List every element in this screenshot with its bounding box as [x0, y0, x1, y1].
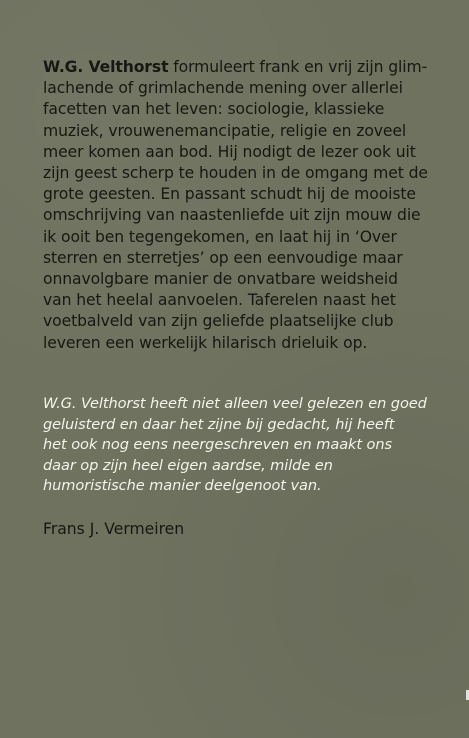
review-text [43, 57, 438, 354]
quote-line: humoristische manier deelgenoot van. [43, 477, 322, 495]
reviewer-signature: Frans J. Vermeiren [43, 520, 185, 538]
review-line: leveren een werkelijk hilarisch drieluik op. [43, 333, 368, 352]
review-line: ik ooit ben tegengekomen, en laat hij in ‘Over [43, 227, 397, 246]
review-line: grote geesten. En passant schudt hij de mooiste [43, 185, 416, 204]
quote-line: het ook nog eens neergeschreven en maakt ons [43, 436, 393, 454]
quote-line: daar op zijn heel eigen aardse, milde en [43, 456, 333, 474]
review-line: voetbalveld van zijn geliefde plaatselijke club [43, 312, 394, 331]
review-line: meer komen aan bod. Hij nodigt de lezer ook uit [43, 142, 416, 161]
review-line: sterren en sterretjes’ op een eenvoudige maar [43, 248, 403, 267]
review-line: facetten van het leven: sociologie, klassieke [43, 100, 385, 119]
author-name: W.G. Velthorst [43, 58, 169, 76]
review-line: omschrijving van naastenliefde uit zijn mouw die [43, 206, 421, 225]
review-line [43, 57, 438, 78]
review-line: lachende of grimlachende mening over allerlei [43, 79, 403, 98]
review-line: onnavolgbare manier de onvatbare weidsheid [43, 270, 398, 289]
review-line: van het heelal aanvoelen. Taferelen naast het [43, 291, 396, 310]
highlighted-quote [43, 394, 438, 497]
review-line: zijn geest scherp te houden in de omgang met de [43, 164, 428, 183]
quote-line: geluisterd en daar het zijne bij gedacht, hij heeft [43, 415, 395, 433]
review-line-text: formuleert frank en vrij zijn glim- [168, 58, 428, 76]
review-line: muziek, vrouwenemancipatie, religie en zoveel [43, 121, 407, 140]
quote-line: W.G. Velthorst heeft niet alleen veel gelezen en goed [43, 395, 427, 412]
